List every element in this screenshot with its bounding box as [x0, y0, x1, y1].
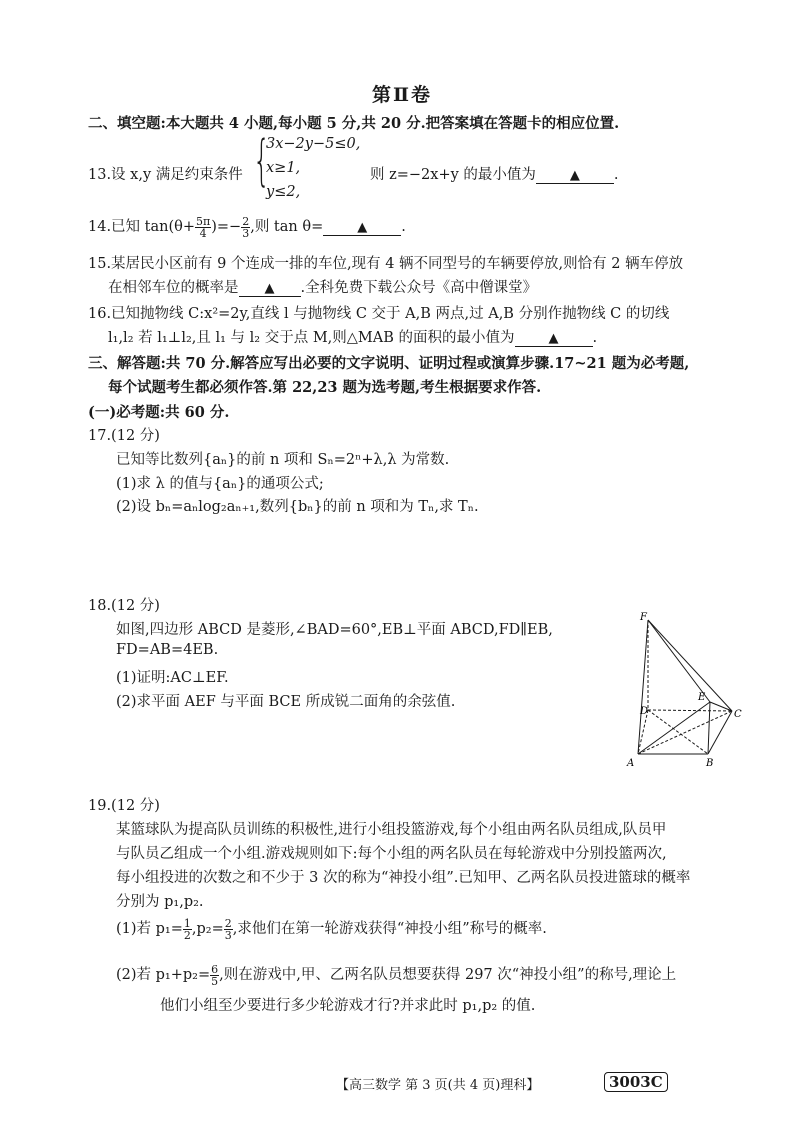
q14-end: . — [401, 219, 406, 235]
q19-p1-fraction-1 — [183, 918, 192, 941]
q19-part-2 — [116, 963, 676, 987]
q19-p2a: (2)若 p₁+p₂= — [116, 967, 211, 983]
q14-f2-den: 3 — [242, 226, 250, 240]
footer-text: 【高三数学 第 3 页(共 4 页)理科】 — [336, 1078, 540, 1093]
label-F: F — [640, 612, 647, 623]
q14-f1-num: 5π — [196, 214, 211, 228]
q13-post: 则 z=−2x+y 的最小值为 — [370, 167, 536, 183]
q19-p1f-den: 2 — [183, 928, 191, 942]
q14-post: ,则 tan θ= — [250, 219, 324, 235]
q14 — [88, 215, 406, 239]
q15-l2b: .全科免费下载公众号《高中僧课堂》 — [300, 280, 538, 296]
q19-p2f-num: 6 — [211, 962, 219, 976]
label-C: C — [734, 709, 742, 720]
q19-p2-fraction — [210, 964, 219, 987]
q18-line-3: (1)证明:AC⊥EF. — [116, 670, 229, 686]
label-D: D — [640, 706, 649, 717]
q13-constraint-1: 3x−2y−5≤0, — [266, 136, 361, 152]
q19-line-1: 某篮球队为提高队员训练的积极性,进行小组投篮游戏,每个小组由两名队员组成,队员甲 — [116, 822, 667, 838]
q18-line-4: (2)求平面 AEF 与平面 BCE 所成锐二面角的余弦值. — [116, 694, 456, 710]
q18-line-1: 如图,四边形 ABCD 是菱形,∠BAD=60°,EB⊥平面 ABCD,FD∥EB, — [116, 622, 553, 638]
q18-geometry-figure — [620, 606, 750, 774]
q19-p1g-num: 2 — [224, 916, 232, 930]
q19-p1-fraction-2 — [224, 918, 233, 941]
q19-p1a: (1)若 p₁= — [116, 921, 183, 937]
q18-head: 18.(12 分) — [88, 598, 160, 614]
q15-line-2 — [108, 276, 537, 297]
triangle-icon: ▲ — [548, 331, 559, 346]
q15-answer-blank[interactable] — [239, 281, 301, 297]
q19-p1b: ,p₂= — [191, 921, 224, 937]
q15-line-1: 15.某居民小区前有 9 个连成一排的车位,现有 4 辆不同型号的车辆要停放,则恰有 2 辆车停放 — [88, 256, 684, 272]
q19-p1c: ,求他们在第一轮游戏获得“神投小组”称号的概率. — [232, 921, 547, 937]
label-A: A — [627, 758, 635, 769]
q17-line-1: 已知等比数列{aₙ}的前 n 项和 Sₙ=2ⁿ+λ,λ 为常数. — [116, 452, 450, 468]
q14-fraction-1 — [195, 216, 211, 239]
q16-l2b: . — [592, 330, 598, 346]
q19-head: 19.(12 分) — [88, 798, 160, 814]
q14-answer-blank[interactable] — [323, 220, 401, 236]
q15-l2a: 在相邻车位的概率是 — [108, 280, 239, 296]
q17-line-3: (2)设 bₙ=aₙlog₂aₙ₊₁,数列{bₙ}的前 n 项和为 Tₙ,求 Tₙ. — [116, 499, 479, 515]
q14-prefix: 14.已知 tan(θ+ — [88, 219, 196, 235]
q19-part-1 — [116, 917, 547, 941]
q16-line-2 — [108, 326, 597, 347]
q19-line-2: 与队员乙组成一个小组.游戏规则如下:每个小组的两名队员在每轮游戏中分别投篮两次, — [116, 846, 667, 862]
q16-answer-blank[interactable] — [515, 331, 593, 347]
q13-answer-blank[interactable] — [536, 168, 614, 184]
triangle-icon: ▲ — [569, 168, 580, 183]
q13-constraint-3: y≤2, — [266, 184, 301, 200]
section-2-heading: 二、填空题:本大题共 4 小题,每小题 5 分,共 20 分.把答案填在答题卡的相应位置. — [88, 115, 620, 132]
q13-question — [370, 163, 619, 184]
q19-part-2-line-2: 他们小组至少要进行多少轮游戏才行?并求此时 p₁,p₂ 的值. — [160, 998, 536, 1014]
q14-f2-num: 2 — [242, 214, 250, 228]
q17-head: 17.(12 分) — [88, 428, 160, 444]
q13-brace: { — [253, 129, 271, 192]
label-B: B — [706, 758, 714, 769]
q19-p1f-num: 1 — [183, 916, 191, 930]
footer-code: 3003C — [604, 1072, 668, 1092]
triangle-icon: ▲ — [357, 220, 368, 235]
q19-line-3: 每小组投进的次数之和不少于 3 次的称为“神投小组”.已知甲、乙两名队员投进篮球的概率 — [116, 870, 691, 886]
q13-prefix: 13.设 x,y 满足约束条件 — [88, 167, 243, 183]
q19-p1g-den: 3 — [224, 928, 232, 942]
q19-line-4: 分别为 p₁,p₂. — [116, 894, 204, 910]
q19-p2f-den: 5 — [211, 974, 219, 988]
q13-end: . — [613, 167, 619, 183]
q13-constraint-2: x≥1, — [266, 160, 301, 176]
q14-f1-den: 4 — [199, 226, 207, 240]
section-3-line-1: 三、解答题:共 70 分.解答应写出必要的文字说明、证明过程或演算步骤.17~21 题为必考题, — [88, 355, 690, 372]
section-3-line-2: 每个试题考生都必须作答.第 22,23 题为选考题,考生根据要求作答. — [108, 379, 542, 396]
label-E: E — [698, 692, 706, 703]
page-title: 第Ⅱ卷 — [372, 84, 433, 106]
q19-p2b: ,则在游戏中,甲、乙两名队员想要获得 297 次“神投小组”的称号,理论上 — [219, 967, 677, 983]
q14-fraction-2 — [241, 216, 250, 239]
q16-line-1: 16.已知抛物线 C:x²=2y,直线 l 与抛物线 C 交于 A,B 两点,过 A,B 分别作抛物线 C 的切线 — [88, 306, 670, 322]
q18-line-2: FD=AB=4EB. — [116, 642, 219, 658]
q14-mid: )=− — [211, 219, 242, 235]
q17-line-2: (1)求 λ 的值与{aₙ}的通项公式; — [116, 476, 324, 492]
required-heading: (一)必考题:共 60 分. — [88, 404, 230, 421]
q16-l2a: l₁,l₂ 若 l₁⊥l₂,且 l₁ 与 l₂ 交于点 M,则△MAB 的面积的最小值为 — [108, 330, 515, 346]
triangle-icon: ▲ — [264, 281, 275, 296]
